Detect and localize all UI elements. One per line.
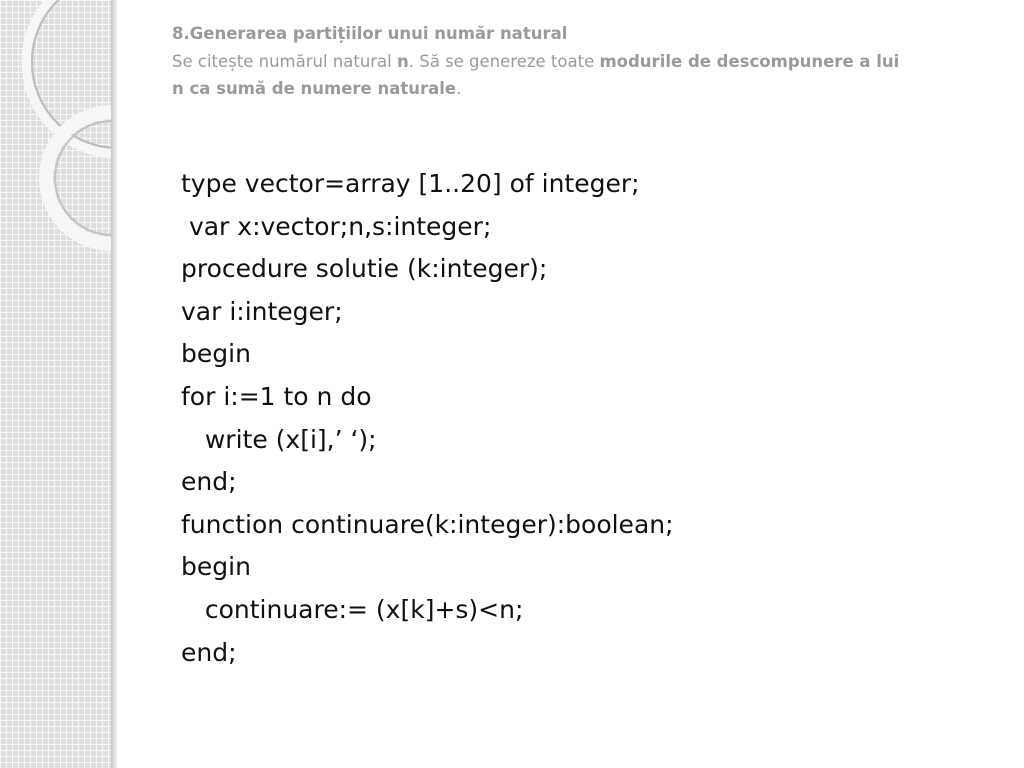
code-line: end; <box>181 637 237 667</box>
code-line: function continuare(k:integer):boolean; <box>181 509 674 539</box>
code-line: begin <box>181 339 251 369</box>
code-line: type vector=array [1..20] of integer; <box>181 169 640 198</box>
code-line: write (x[i],’ ‘); <box>181 424 377 454</box>
statement-variable-n: n <box>397 52 409 71</box>
code-block <box>181 163 961 674</box>
side-panel-edge <box>111 0 117 768</box>
problem-statement <box>172 48 987 102</box>
decorative-side-panel <box>0 0 113 768</box>
statement-suffix: . <box>456 79 462 98</box>
statement-prefix: Se citește numărul natural <box>172 52 397 71</box>
statement-mid: . Să se genereze toate <box>408 52 600 71</box>
code-line: begin <box>181 552 251 582</box>
code-line: continuare:= (x[k]+s)<n; <box>181 594 524 624</box>
code-line: end; <box>181 467 237 497</box>
decorative-rings <box>0 0 113 768</box>
code-line: var i:integer; <box>181 296 343 326</box>
slide-title: 8.Generarea partițiilor unui număr natural <box>172 24 568 43</box>
statement-bold-part2: n ca sumă de numere naturale <box>172 79 457 98</box>
slide-header <box>172 20 987 102</box>
code-line: var x:vector;n,s:integer; <box>181 211 492 241</box>
code-line: for i:=1 to n do <box>181 381 372 411</box>
code-line: procedure solutie (k:integer); <box>181 254 548 284</box>
statement-bold-part1: modurile de descompunere a lui <box>599 52 900 71</box>
